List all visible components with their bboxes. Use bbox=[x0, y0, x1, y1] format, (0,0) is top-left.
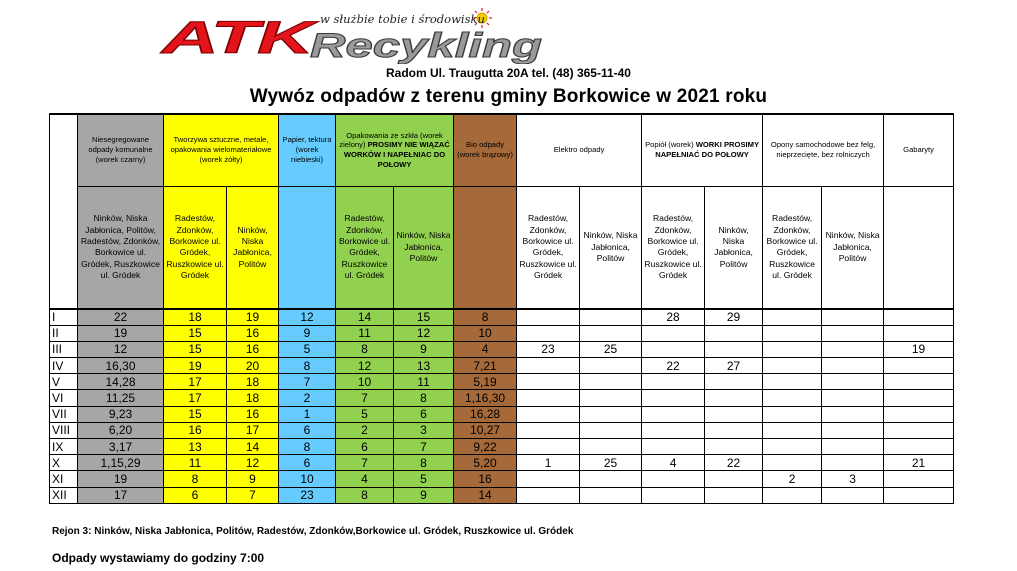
cell-bulky bbox=[884, 439, 954, 455]
cell-plastic-b: 18 bbox=[227, 374, 279, 390]
cell-glass-b: 15 bbox=[394, 309, 454, 325]
cell-bulky: 19 bbox=[884, 341, 954, 357]
table-row bbox=[50, 455, 954, 471]
header-row-categories bbox=[50, 114, 954, 186]
cell-plastic-b: 7 bbox=[227, 487, 279, 503]
cell-electro-a bbox=[517, 358, 580, 374]
cell-month: III bbox=[50, 341, 78, 357]
cell-plastic-a: 17 bbox=[164, 390, 227, 406]
cell-ash-b bbox=[705, 406, 763, 422]
cell-glass-a: 7 bbox=[336, 455, 394, 471]
cell-bulky bbox=[884, 487, 954, 503]
cell-paper: 7 bbox=[279, 374, 336, 390]
cell-mixed: 9,23 bbox=[78, 406, 164, 422]
cell-bio: 10,27 bbox=[454, 422, 517, 438]
cell-plastic-b: 19 bbox=[227, 309, 279, 325]
cell-glass-b: 3 bbox=[394, 422, 454, 438]
cell-paper: 8 bbox=[279, 358, 336, 374]
footer-time-note: Odpady wystawiamy do godziny 7:00 bbox=[52, 551, 265, 565]
cell-paper: 9 bbox=[279, 325, 336, 341]
area-tires-group-a: Radestów, Zdonków, Borkowice ul. Gródek, Ruszkowice ul. Gródek bbox=[763, 186, 822, 309]
table-row bbox=[50, 358, 954, 374]
cell-electro-a bbox=[517, 471, 580, 487]
cell-paper: 6 bbox=[279, 422, 336, 438]
cell-glass-b: 9 bbox=[394, 341, 454, 357]
header-plastic: Tworzywa sztuczne, metale, opakowania wielomateriałowe (worek żółty) bbox=[164, 114, 279, 186]
area-glass-group-a: Radestów, Zdonków, Borkowice ul. Gródek, Ruszkowice ul. Gródek bbox=[336, 186, 394, 309]
cell-electro-a bbox=[517, 439, 580, 455]
header-row-areas bbox=[50, 186, 954, 309]
cell-glass-a: 8 bbox=[336, 487, 394, 503]
cell-tires-b bbox=[822, 325, 884, 341]
cell-ash-a bbox=[642, 325, 705, 341]
cell-mixed: 17 bbox=[78, 487, 164, 503]
area-electro-group-b: Ninków, Niska Jabłonica, Politów bbox=[580, 186, 642, 309]
area-plastic-group-a: Radestów, Zdonków, Borkowice ul. Gródek, Ruszkowice ul. Gródek bbox=[164, 186, 227, 309]
cell-tires-a bbox=[763, 325, 822, 341]
cell-bio: 5,20 bbox=[454, 455, 517, 471]
cell-glass-a: 14 bbox=[336, 309, 394, 325]
footer-region-note: Rejon 3: Ninków, Niska Jabłonica, Politów, Radestów, Zdonków,Borkowice ul. Gródek, Ruszkowice ul. Gródek bbox=[52, 526, 574, 537]
cell-electro-a bbox=[517, 374, 580, 390]
cell-month: I bbox=[50, 309, 78, 325]
cell-tires-a bbox=[763, 390, 822, 406]
cell-plastic-a: 13 bbox=[164, 439, 227, 455]
cell-plastic-a: 15 bbox=[164, 325, 227, 341]
cell-electro-a: 23 bbox=[517, 341, 580, 357]
cell-glass-a: 10 bbox=[336, 374, 394, 390]
cell-glass-b: 13 bbox=[394, 358, 454, 374]
cell-tires-a bbox=[763, 406, 822, 422]
cell-glass-a: 4 bbox=[336, 471, 394, 487]
area-bio-empty bbox=[454, 186, 517, 309]
cell-tires-b bbox=[822, 422, 884, 438]
cell-tires-a bbox=[763, 487, 822, 503]
cell-tires-b bbox=[822, 358, 884, 374]
cell-mixed: 11,25 bbox=[78, 390, 164, 406]
cell-plastic-a: 15 bbox=[164, 406, 227, 422]
cell-ash-b: 27 bbox=[705, 358, 763, 374]
cell-glass-b: 7 bbox=[394, 439, 454, 455]
cell-paper: 1 bbox=[279, 406, 336, 422]
cell-bio: 4 bbox=[454, 341, 517, 357]
cell-month: VIII bbox=[50, 422, 78, 438]
cell-tires-b bbox=[822, 439, 884, 455]
cell-electro-a bbox=[517, 390, 580, 406]
header-mixed-waste: Niesegregowane odpady komunalne (worek czarny) bbox=[78, 114, 164, 186]
cell-tires-b bbox=[822, 455, 884, 471]
cell-bio: 7,21 bbox=[454, 358, 517, 374]
cell-bio: 10 bbox=[454, 325, 517, 341]
cell-electro-a bbox=[517, 406, 580, 422]
cell-tires-b: 3 bbox=[822, 471, 884, 487]
cell-plastic-b: 16 bbox=[227, 341, 279, 357]
area-bulky-empty bbox=[884, 186, 954, 309]
cell-electro-b bbox=[580, 325, 642, 341]
cell-electro-b: 25 bbox=[580, 455, 642, 471]
cell-ash-a bbox=[642, 487, 705, 503]
cell-plastic-a: 16 bbox=[164, 422, 227, 438]
area-ash-group-b: Ninków, Niska Jabłonica, Politów bbox=[705, 186, 763, 309]
area-plastic-group-b: Ninków, Niska Jabłonica, Politów bbox=[227, 186, 279, 309]
cell-plastic-b: 12 bbox=[227, 455, 279, 471]
cell-ash-b bbox=[705, 341, 763, 357]
cell-tires-a bbox=[763, 341, 822, 357]
cell-paper: 12 bbox=[279, 309, 336, 325]
cell-glass-a: 5 bbox=[336, 406, 394, 422]
cell-tires-b bbox=[822, 390, 884, 406]
cell-ash-a bbox=[642, 406, 705, 422]
cell-bulky: 21 bbox=[884, 455, 954, 471]
cell-paper: 5 bbox=[279, 341, 336, 357]
cell-mixed: 22 bbox=[78, 309, 164, 325]
cell-tires-a bbox=[763, 358, 822, 374]
cell-plastic-a: 8 bbox=[164, 471, 227, 487]
header-glass-note: PROSIMY NIE WIĄZAĆ WORKÓW I NAPEŁNIAC DO POŁOWY bbox=[343, 140, 450, 170]
cell-ash-a bbox=[642, 471, 705, 487]
cell-ash-b bbox=[705, 374, 763, 390]
cell-electro-a: 1 bbox=[517, 455, 580, 471]
cell-ash-b bbox=[705, 439, 763, 455]
cell-tires-b bbox=[822, 487, 884, 503]
cell-plastic-b: 9 bbox=[227, 471, 279, 487]
cell-mixed: 12 bbox=[78, 341, 164, 357]
cell-glass-b: 8 bbox=[394, 390, 454, 406]
cell-glass-b: 8 bbox=[394, 455, 454, 471]
cell-electro-a bbox=[517, 325, 580, 341]
table-row bbox=[50, 471, 954, 487]
table-row bbox=[50, 374, 954, 390]
cell-glass-b: 12 bbox=[394, 325, 454, 341]
table-row bbox=[50, 487, 954, 503]
cell-plastic-b: 20 bbox=[227, 358, 279, 374]
cell-glass-a: 6 bbox=[336, 439, 394, 455]
cell-electro-b bbox=[580, 422, 642, 438]
cell-bulky bbox=[884, 390, 954, 406]
area-glass-group-b: Ninków, Niska Jabłonica, Politów bbox=[394, 186, 454, 309]
header-tires: Opony samochodowe bez felg, nieprzecięte, bez rolniczych bbox=[763, 114, 884, 186]
cell-tires-a bbox=[763, 455, 822, 471]
cell-plastic-b: 17 bbox=[227, 422, 279, 438]
area-mixed-all: Ninków, Niska Jabłonica, Politów, Radestów, Zdonków, Borkowice ul. Gródek, Ruszkowice ul. Gródek bbox=[78, 186, 164, 309]
area-ash-group-a: Radestów, Zdonków, Borkowice ul. Gródek, Ruszkowice ul. Gródek bbox=[642, 186, 705, 309]
cell-month: XI bbox=[50, 471, 78, 487]
table-row bbox=[50, 406, 954, 422]
cell-ash-a bbox=[642, 390, 705, 406]
header-bio: Bio odpady (worek brązowy) bbox=[454, 114, 517, 186]
cell-bio: 1,16,30 bbox=[454, 390, 517, 406]
table-row bbox=[50, 341, 954, 357]
cell-bio: 16 bbox=[454, 471, 517, 487]
cell-paper: 6 bbox=[279, 455, 336, 471]
cell-tires-a bbox=[763, 374, 822, 390]
cell-month: IV bbox=[50, 358, 78, 374]
cell-electro-a bbox=[517, 309, 580, 325]
cell-paper: 2 bbox=[279, 390, 336, 406]
cell-electro-b bbox=[580, 471, 642, 487]
area-paper-empty bbox=[279, 186, 336, 309]
cell-ash-a bbox=[642, 341, 705, 357]
cell-ash-a bbox=[642, 439, 705, 455]
cell-tires-b bbox=[822, 341, 884, 357]
cell-glass-a: 11 bbox=[336, 325, 394, 341]
cell-glass-b: 5 bbox=[394, 471, 454, 487]
cell-mixed: 3,17 bbox=[78, 439, 164, 455]
cell-electro-b: 25 bbox=[580, 341, 642, 357]
cell-electro-b bbox=[580, 358, 642, 374]
cell-mixed: 16,30 bbox=[78, 358, 164, 374]
cell-month: VI bbox=[50, 390, 78, 406]
cell-tires-a bbox=[763, 422, 822, 438]
cell-plastic-b: 18 bbox=[227, 390, 279, 406]
cell-bulky bbox=[884, 406, 954, 422]
cell-ash-b bbox=[705, 390, 763, 406]
table-row bbox=[50, 439, 954, 455]
cell-bulky bbox=[884, 325, 954, 341]
header-ash-note: WORKI PROSIMY NAPEŁNIAĆ DO POŁOWY bbox=[655, 140, 760, 160]
cell-bio: 16,28 bbox=[454, 406, 517, 422]
cell-plastic-a: 18 bbox=[164, 309, 227, 325]
cell-electro-b bbox=[580, 309, 642, 325]
cell-ash-a: 22 bbox=[642, 358, 705, 374]
header-paper: Papier, tektura (worek niebieski) bbox=[279, 114, 336, 186]
cell-bio: 5,19 bbox=[454, 374, 517, 390]
company-address: Radom Ul. Traugutta 20A tel. (48) 365-11-40 bbox=[386, 66, 631, 80]
cell-paper: 8 bbox=[279, 439, 336, 455]
cell-ash-b: 29 bbox=[705, 309, 763, 325]
cell-plastic-b: 16 bbox=[227, 406, 279, 422]
cell-plastic-b: 14 bbox=[227, 439, 279, 455]
header-bulky: Gabaryty bbox=[884, 114, 954, 186]
table-row bbox=[50, 390, 954, 406]
cell-month: II bbox=[50, 325, 78, 341]
cell-glass-b: 11 bbox=[394, 374, 454, 390]
cell-plastic-a: 19 bbox=[164, 358, 227, 374]
cell-tires-b bbox=[822, 374, 884, 390]
cell-plastic-b: 16 bbox=[227, 325, 279, 341]
cell-electro-b bbox=[580, 374, 642, 390]
cell-electro-b bbox=[580, 406, 642, 422]
cell-glass-a: 8 bbox=[336, 341, 394, 357]
cell-ash-a: 4 bbox=[642, 455, 705, 471]
cell-electro-a bbox=[517, 422, 580, 438]
cell-month: XII bbox=[50, 487, 78, 503]
cell-tires-b bbox=[822, 406, 884, 422]
cell-glass-b: 6 bbox=[394, 406, 454, 422]
page-title: Wywóz odpadów z terenu gminy Borkowice w 2021 roku bbox=[249, 86, 768, 107]
cell-month: VII bbox=[50, 406, 78, 422]
header-glass bbox=[336, 114, 454, 186]
cell-mixed: 14,28 bbox=[78, 374, 164, 390]
month-header-cell bbox=[50, 114, 78, 309]
cell-ash-a: 28 bbox=[642, 309, 705, 325]
cell-glass-a: 2 bbox=[336, 422, 394, 438]
header-glass-text: Opakowania ze szkła (worek zielony) bbox=[339, 130, 443, 150]
cell-bio: 8 bbox=[454, 309, 517, 325]
cell-plastic-a: 6 bbox=[164, 487, 227, 503]
cell-ash-b bbox=[705, 471, 763, 487]
cell-mixed: 19 bbox=[78, 471, 164, 487]
cell-electro-b bbox=[580, 487, 642, 503]
table-row bbox=[50, 309, 954, 325]
header-ash-text: Popiół (worek) bbox=[645, 140, 696, 150]
table-row bbox=[50, 325, 954, 341]
cell-paper: 10 bbox=[279, 471, 336, 487]
cell-bulky bbox=[884, 422, 954, 438]
cell-paper: 23 bbox=[279, 487, 336, 503]
cell-ash-b: 22 bbox=[705, 455, 763, 471]
header-ash bbox=[642, 114, 763, 186]
header-electro: Elektro odpady bbox=[517, 114, 642, 186]
cell-ash-b bbox=[705, 325, 763, 341]
logo-brand: ATK bbox=[160, 12, 320, 63]
cell-bio: 9,22 bbox=[454, 439, 517, 455]
cell-electro-b bbox=[580, 439, 642, 455]
cell-plastic-a: 17 bbox=[164, 374, 227, 390]
cell-tires-a bbox=[763, 309, 822, 325]
cell-tires-a bbox=[763, 439, 822, 455]
area-tires-group-b: Ninków, Niska Jabłonica, Politów bbox=[822, 186, 884, 309]
cell-ash-b bbox=[705, 487, 763, 503]
cell-mixed: 6,20 bbox=[78, 422, 164, 438]
cell-tires-a: 2 bbox=[763, 471, 822, 487]
cell-glass-b: 9 bbox=[394, 487, 454, 503]
cell-bulky bbox=[884, 358, 954, 374]
logo-word: Recykling bbox=[310, 27, 543, 64]
cell-ash-a bbox=[642, 374, 705, 390]
cell-month: X bbox=[50, 455, 78, 471]
cell-bulky bbox=[884, 471, 954, 487]
cell-ash-a bbox=[642, 422, 705, 438]
cell-mixed: 1,15,29 bbox=[78, 455, 164, 471]
cell-plastic-a: 11 bbox=[164, 455, 227, 471]
cell-bio: 14 bbox=[454, 487, 517, 503]
logo-tagline: w służbie tobie i środowisku bbox=[320, 12, 485, 26]
table-row bbox=[50, 422, 954, 438]
cell-ash-b bbox=[705, 422, 763, 438]
schedule-table bbox=[49, 113, 954, 504]
atk-recykling-logo bbox=[158, 6, 550, 64]
cell-glass-a: 7 bbox=[336, 390, 394, 406]
cell-bulky bbox=[884, 309, 954, 325]
cell-glass-a: 12 bbox=[336, 358, 394, 374]
cell-electro-a bbox=[517, 487, 580, 503]
cell-mixed: 19 bbox=[78, 325, 164, 341]
cell-bulky bbox=[884, 374, 954, 390]
cell-month: IX bbox=[50, 439, 78, 455]
cell-electro-b bbox=[580, 390, 642, 406]
cell-plastic-a: 15 bbox=[164, 341, 227, 357]
cell-month: V bbox=[50, 374, 78, 390]
cell-tires-b bbox=[822, 309, 884, 325]
area-electro-group-a: Radestów, Zdonków, Borkowice ul. Gródek, Ruszkowice ul. Gródek bbox=[517, 186, 580, 309]
